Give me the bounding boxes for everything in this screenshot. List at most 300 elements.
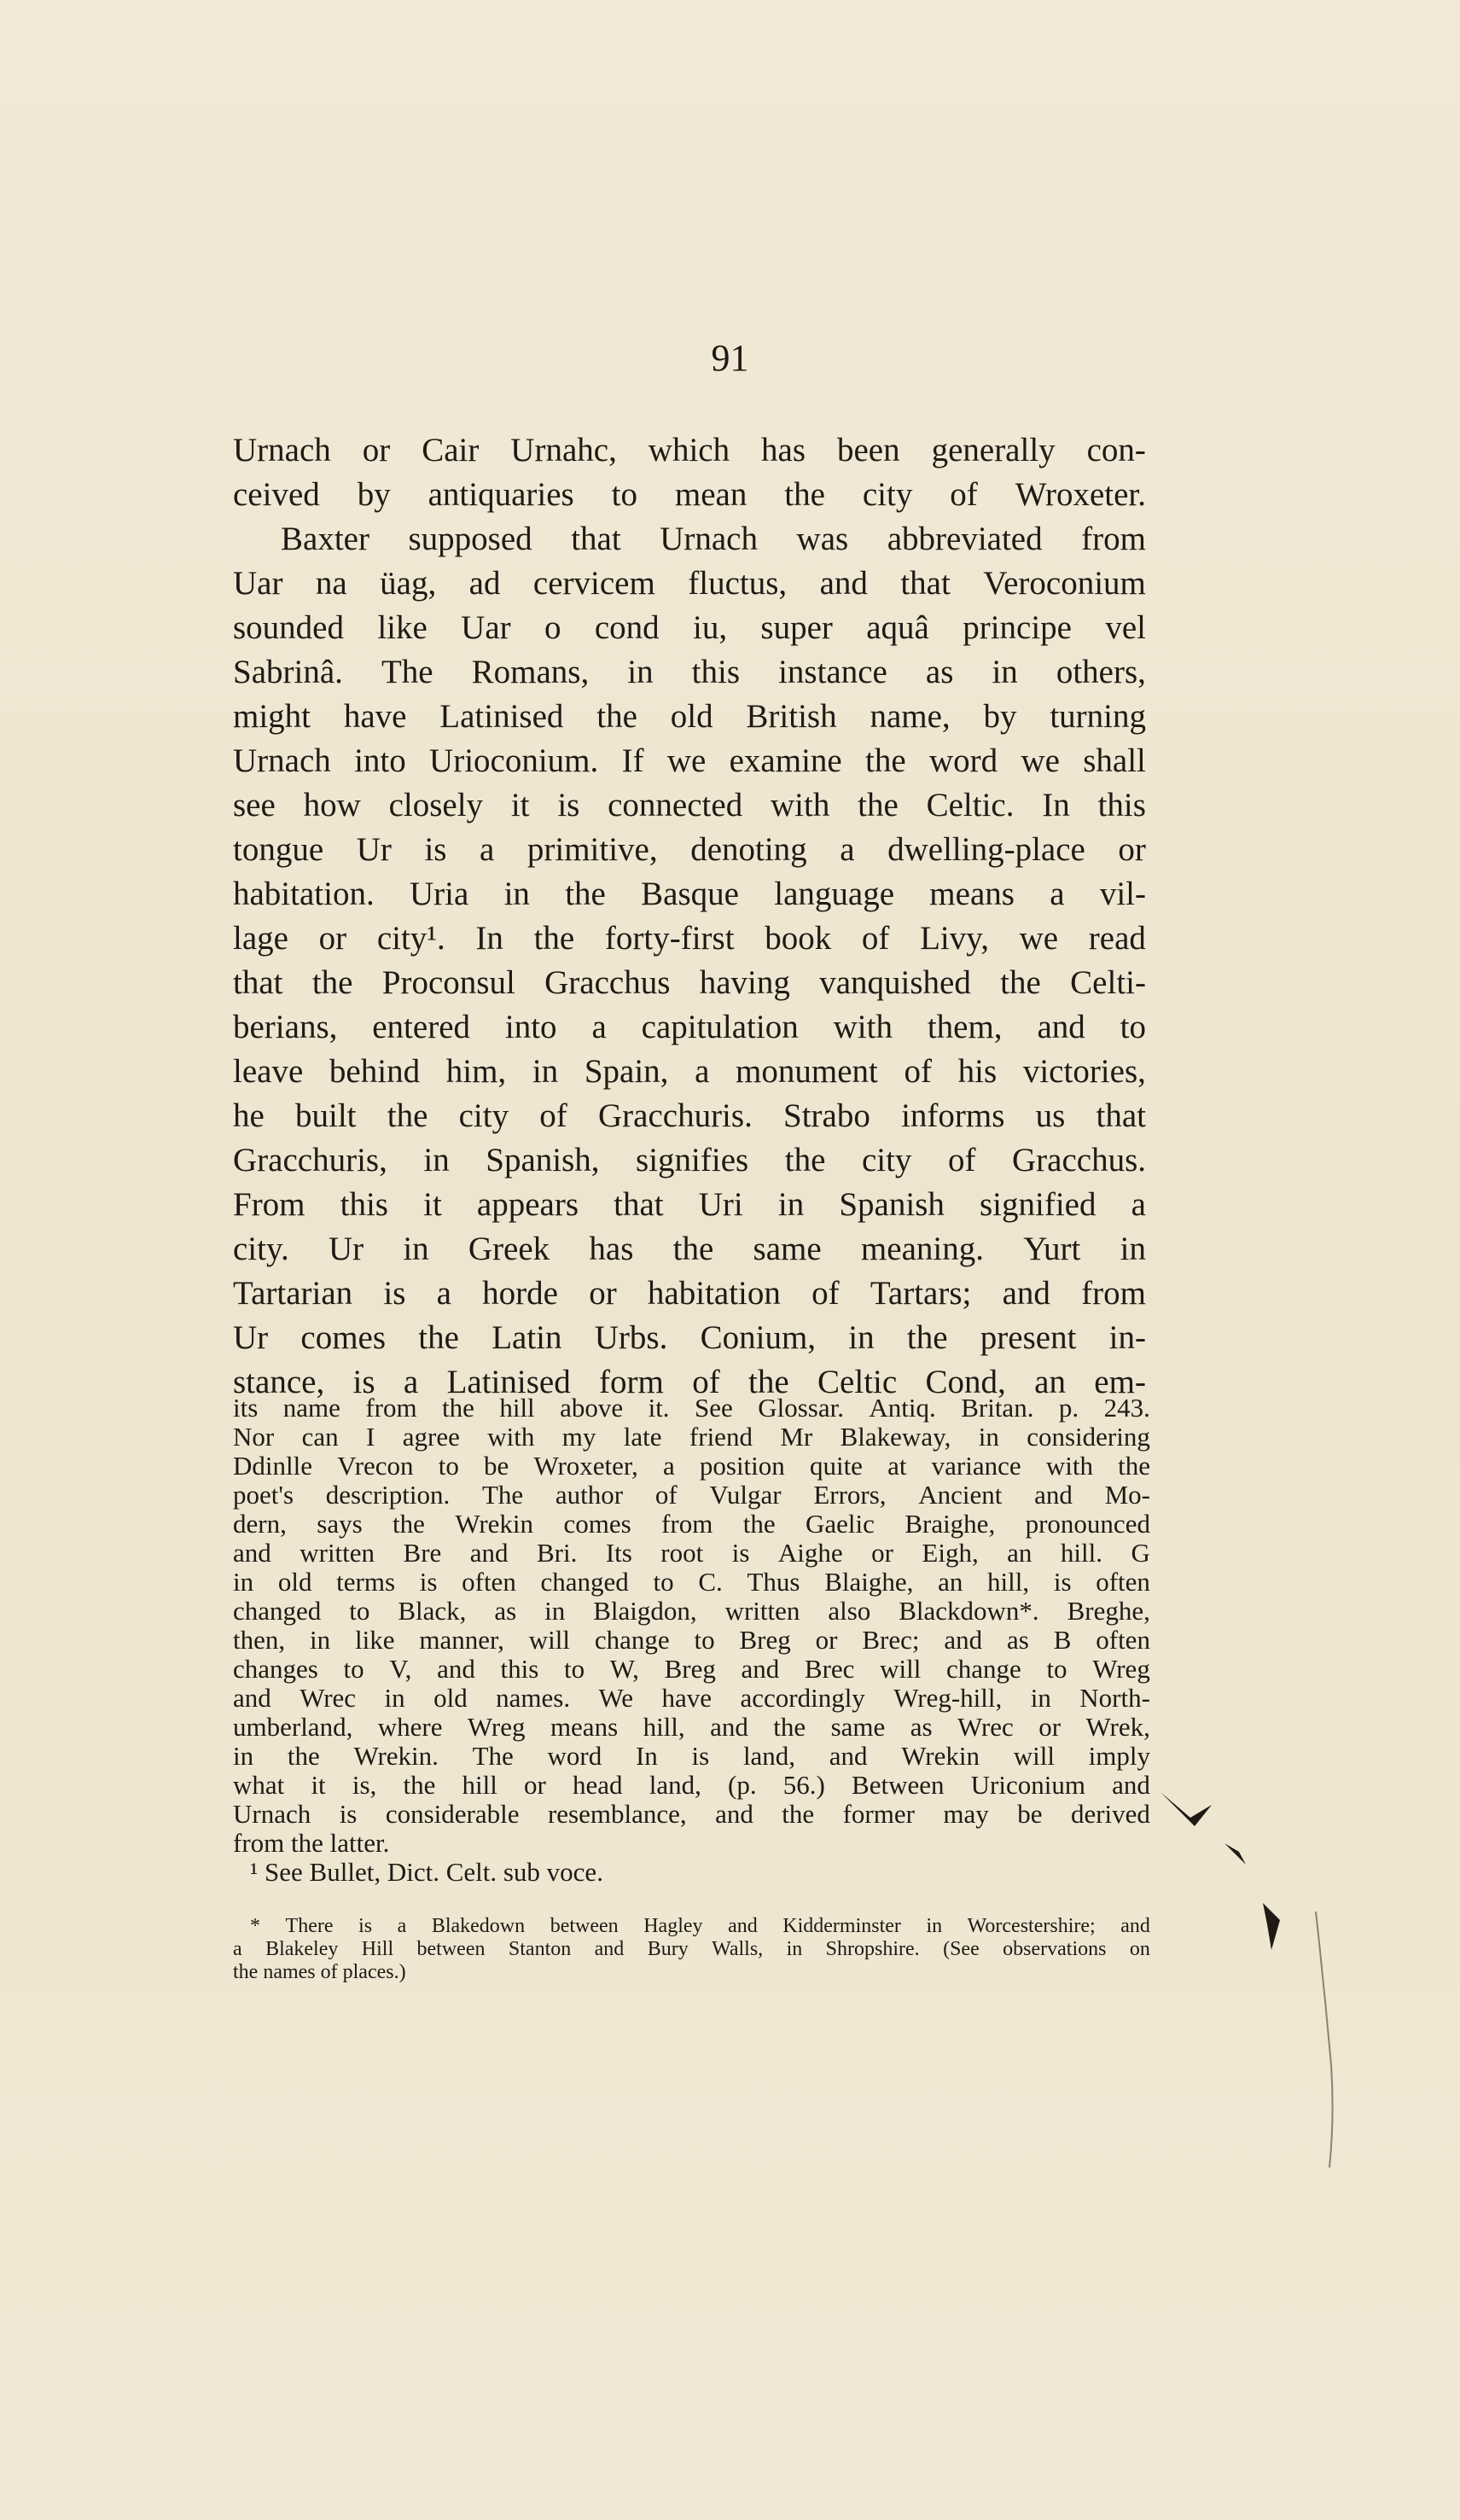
word: Conium, — [700, 1319, 817, 1356]
word: behind — [329, 1053, 421, 1090]
word: is, — [352, 1770, 377, 1800]
word: hill — [499, 1393, 535, 1423]
word: Thus — [747, 1567, 800, 1597]
word: with — [1045, 1451, 1093, 1481]
word: change — [594, 1625, 670, 1655]
word: and — [1120, 1915, 1150, 1937]
word: old — [670, 698, 713, 735]
word: Uar — [233, 565, 283, 602]
word: in — [978, 1422, 999, 1452]
word: same — [753, 1231, 822, 1267]
word: and — [594, 1938, 625, 1960]
word: the — [748, 1364, 789, 1400]
word: and — [710, 1712, 748, 1742]
word: 56.) — [782, 1770, 825, 1800]
word: aquâ — [866, 609, 929, 646]
word: language — [774, 876, 895, 912]
word: Bre — [403, 1538, 442, 1568]
word: have — [343, 698, 407, 735]
word: Greek — [468, 1231, 550, 1267]
word: and — [741, 1654, 780, 1684]
footnote-line — [233, 1452, 1150, 1481]
word: Spanish — [839, 1186, 945, 1223]
asterisk-note-line: the names of places.) — [233, 1961, 406, 1983]
word: friend — [689, 1422, 753, 1452]
word: hill, — [987, 1567, 1030, 1597]
word: having — [699, 964, 790, 1001]
word: the — [565, 876, 606, 912]
word: If — [621, 742, 644, 779]
word: Celtic — [817, 1364, 898, 1400]
word: position — [699, 1451, 785, 1481]
word: capitulation — [641, 1009, 799, 1045]
word: him, — [445, 1053, 507, 1090]
word: it — [423, 1186, 442, 1223]
word: p. — [1058, 1393, 1079, 1423]
word: be — [484, 1451, 509, 1481]
word: Urioconium. — [429, 742, 599, 779]
main-line — [233, 1050, 1146, 1094]
word: by — [983, 698, 1017, 735]
word: is — [1053, 1567, 1072, 1597]
word: as — [910, 1712, 933, 1742]
footnote-reference: ¹ See Bullet, Dict. Celt. sub voce. — [250, 1857, 603, 1887]
word: Spanish, — [486, 1142, 600, 1179]
word: sounded — [233, 609, 344, 646]
word: or — [524, 1770, 546, 1800]
footnote-line — [233, 1481, 1150, 1510]
word: (See — [943, 1938, 980, 1960]
word: in — [627, 654, 654, 690]
word: Wroxeter. — [1015, 476, 1146, 513]
word: V, — [389, 1654, 412, 1684]
word: and — [1002, 1275, 1050, 1312]
word: The — [381, 654, 433, 690]
word: comes — [563, 1509, 631, 1539]
word: hill — [462, 1770, 497, 1800]
word: We — [598, 1683, 634, 1713]
word: Antiq. — [869, 1393, 936, 1423]
word: generally — [931, 432, 1056, 468]
word: Ddinlle — [233, 1451, 312, 1481]
word: shall — [1083, 742, 1146, 779]
word: like — [355, 1625, 395, 1655]
word: or — [871, 1538, 893, 1568]
word: also — [828, 1596, 871, 1626]
word: Sabrinâ. — [233, 654, 343, 690]
word: pronounced — [1025, 1509, 1150, 1539]
word: variance — [931, 1451, 1021, 1481]
footnote-line — [233, 1742, 1150, 1771]
word: em- — [1094, 1364, 1146, 1400]
word: forty-first — [604, 920, 735, 957]
word: is — [339, 1799, 358, 1829]
word: (p. — [728, 1770, 757, 1800]
word: Celtic. — [926, 787, 1015, 824]
word: Bri. — [536, 1538, 578, 1568]
word: that — [1096, 1097, 1146, 1134]
word: in — [310, 1625, 331, 1655]
main-line — [233, 961, 1146, 1005]
footnote-line — [233, 1713, 1150, 1742]
word: Ur — [233, 1319, 269, 1356]
main-line — [233, 1316, 1146, 1360]
word: into — [504, 1009, 557, 1045]
word: my — [561, 1422, 596, 1452]
word: in — [786, 1938, 803, 1960]
word: C. — [698, 1567, 723, 1597]
word: or — [589, 1275, 617, 1312]
word: the — [858, 787, 899, 824]
word: ceived — [233, 476, 320, 513]
word: means — [550, 1712, 619, 1742]
word: above — [560, 1393, 624, 1423]
word: city — [861, 1142, 912, 1179]
word: and — [829, 1741, 868, 1771]
word: this — [340, 1186, 388, 1223]
word: and — [728, 1915, 758, 1937]
main-line — [233, 828, 1146, 872]
word: and — [1034, 1480, 1073, 1510]
word: of — [811, 1275, 840, 1312]
word: has — [589, 1231, 634, 1267]
asterisk-note-block — [233, 1915, 1150, 1984]
word: or — [318, 920, 347, 957]
word: Ur — [328, 1231, 364, 1267]
word: Breghe, — [1067, 1596, 1150, 1626]
word: that — [571, 521, 621, 557]
word: Latinised — [439, 698, 564, 735]
word: is — [557, 787, 580, 824]
word: Livy, — [920, 920, 989, 957]
page-number: 91 — [711, 337, 749, 379]
word: this — [500, 1654, 539, 1684]
word: the — [906, 1319, 948, 1356]
word: Mr — [780, 1422, 813, 1452]
word: North- — [1079, 1683, 1150, 1713]
word: Black, — [398, 1596, 467, 1626]
word: Blaighe, — [824, 1567, 914, 1597]
word: former — [842, 1799, 915, 1829]
word: stance, — [233, 1364, 325, 1400]
word: to — [438, 1451, 459, 1481]
word: with — [487, 1422, 535, 1452]
word: name, — [870, 698, 951, 735]
word: Gracchuris, — [233, 1142, 387, 1179]
word: may — [943, 1799, 989, 1829]
word: has — [761, 432, 806, 468]
word: that — [614, 1186, 664, 1223]
footnotes-block — [233, 1394, 1150, 1887]
footnote-line — [233, 1771, 1150, 1800]
word: Ur — [356, 831, 392, 868]
main-line — [233, 428, 1146, 473]
word: the — [387, 1097, 428, 1134]
word: G — [1131, 1538, 1150, 1568]
word: Urnahc, — [510, 432, 617, 468]
word: late — [623, 1422, 662, 1452]
word: in — [926, 1915, 943, 1937]
word: the — [596, 698, 637, 735]
word: present — [980, 1319, 1077, 1356]
word: head — [573, 1770, 623, 1800]
word: word — [928, 742, 998, 779]
word: There — [285, 1915, 334, 1937]
word: of — [861, 920, 890, 957]
word: accordingly — [740, 1683, 865, 1713]
word: ad — [468, 565, 501, 602]
word: or — [362, 432, 391, 468]
word: the — [784, 476, 825, 513]
word: Blaigdon, — [593, 1596, 697, 1626]
word: Wrec — [957, 1712, 1014, 1742]
word: on — [1129, 1938, 1150, 1960]
word: considering — [1027, 1422, 1150, 1452]
word: a — [233, 1938, 242, 1960]
word: 243. — [1103, 1393, 1150, 1423]
word: In — [475, 920, 503, 957]
word: primitive, — [526, 831, 658, 868]
word: to — [1120, 1009, 1146, 1045]
word: his — [957, 1053, 998, 1090]
word: Spain, — [584, 1053, 669, 1090]
main-line — [233, 783, 1146, 828]
word: and — [469, 1538, 509, 1568]
word: an — [1034, 1364, 1066, 1400]
word: horde — [482, 1275, 558, 1312]
word: victories, — [1022, 1053, 1146, 1090]
word: agree — [402, 1422, 460, 1452]
word: it. — [648, 1393, 670, 1423]
word: of — [904, 1053, 933, 1090]
word: often — [1096, 1567, 1150, 1597]
word: will — [1013, 1741, 1055, 1771]
word: as — [494, 1596, 517, 1626]
word: a — [397, 1915, 407, 1937]
footnote-line — [233, 1510, 1150, 1539]
word: often — [1096, 1625, 1150, 1655]
main-line — [233, 650, 1146, 695]
word: us — [1035, 1097, 1066, 1134]
word: Blakeway, — [840, 1422, 951, 1452]
word: denoting — [690, 831, 807, 868]
word: Veroconium — [983, 565, 1146, 602]
word: the — [403, 1770, 436, 1800]
word: been — [837, 432, 900, 468]
word: old — [433, 1683, 468, 1713]
word: informs — [901, 1097, 1005, 1134]
word: I — [366, 1422, 375, 1452]
main-line — [233, 517, 1146, 562]
word: Romans, — [471, 654, 590, 690]
word: poet's — [233, 1480, 294, 1510]
word: the — [1118, 1451, 1150, 1481]
word: Cond, — [925, 1364, 1006, 1400]
word: dwelling-place — [887, 831, 1085, 868]
main-line — [233, 695, 1146, 739]
word: is — [691, 1741, 710, 1771]
main-line — [233, 606, 1146, 650]
word: Uar — [461, 609, 511, 646]
word: often — [462, 1567, 516, 1597]
word: Shropshire. — [825, 1938, 920, 1960]
word: dern, — [233, 1509, 287, 1539]
word: the — [393, 1509, 425, 1539]
word: Wrekin — [901, 1741, 980, 1771]
word: Wrek, — [1085, 1712, 1150, 1742]
word: o — [544, 609, 561, 646]
word: * — [250, 1915, 260, 1937]
word: umberland, — [233, 1712, 353, 1742]
word: be — [1017, 1799, 1043, 1829]
word: hill. — [1060, 1538, 1102, 1568]
word: Uriconium — [970, 1770, 1085, 1800]
word: Stanton — [508, 1938, 572, 1960]
word: written — [724, 1596, 800, 1626]
word: Brec; — [862, 1625, 920, 1655]
word: principe — [963, 609, 1072, 646]
word: Wrekin — [455, 1509, 534, 1539]
word: examine — [729, 742, 842, 779]
word: a — [436, 1275, 451, 1312]
word: or — [1038, 1712, 1062, 1742]
footnote-line — [233, 1684, 1150, 1713]
word: how — [303, 787, 361, 824]
word: and — [233, 1683, 271, 1713]
word: Blakedown — [431, 1915, 526, 1937]
word: will — [528, 1625, 570, 1655]
word: like — [377, 609, 428, 646]
word: and — [437, 1654, 475, 1684]
word: Bury — [647, 1938, 689, 1960]
word: this — [1097, 787, 1146, 824]
word: can — [301, 1422, 339, 1452]
main-line — [233, 562, 1146, 606]
word: turning — [1050, 698, 1146, 735]
word: Walls, — [712, 1938, 764, 1960]
word: Tartars; — [870, 1275, 972, 1312]
word: word — [547, 1741, 602, 1771]
word: from — [1081, 1275, 1146, 1312]
word: the — [742, 1509, 776, 1539]
word: Celti- — [1070, 964, 1146, 1001]
footnote-line — [233, 1800, 1150, 1829]
word: Hagley — [643, 1915, 703, 1937]
word: üag, — [380, 565, 437, 602]
word: to — [694, 1625, 715, 1655]
word: is — [358, 1915, 373, 1937]
word: built — [295, 1097, 357, 1134]
word: the — [1000, 964, 1041, 1001]
word: or — [815, 1625, 838, 1655]
word: in — [777, 1186, 805, 1223]
asterisk-note-line — [233, 1915, 1150, 1938]
main-line — [233, 917, 1146, 961]
word: vanquished — [819, 964, 971, 1001]
main-line — [233, 1227, 1146, 1272]
word: Breg — [664, 1654, 716, 1684]
word: at — [887, 1451, 907, 1481]
word: in — [992, 654, 1018, 690]
word: Kidderminster — [782, 1915, 901, 1937]
word: supposed — [408, 521, 532, 557]
word: by — [357, 476, 391, 513]
word: that — [900, 565, 951, 602]
word: where — [377, 1712, 443, 1742]
word: in — [848, 1319, 875, 1356]
word: change — [946, 1654, 1021, 1684]
word: imply — [1088, 1741, 1150, 1771]
word: and — [715, 1799, 753, 1829]
word: tongue — [233, 831, 324, 868]
word: Gracchus — [544, 964, 671, 1001]
word: changed — [540, 1567, 629, 1597]
main-line — [233, 1138, 1146, 1183]
word: is — [424, 831, 447, 868]
word: and — [1037, 1009, 1085, 1045]
word: Braighe, — [905, 1509, 996, 1539]
footnote-line: from the latter. — [233, 1828, 390, 1858]
tear-fragment — [1160, 1792, 1212, 1826]
word: the — [865, 742, 906, 779]
word: to — [349, 1596, 370, 1626]
word: Eigh, — [922, 1538, 979, 1568]
word: written — [300, 1538, 375, 1568]
word: W, — [609, 1654, 639, 1684]
word: appears — [476, 1186, 579, 1223]
word: will — [880, 1654, 922, 1684]
word: signified — [980, 1186, 1096, 1223]
word: that — [233, 964, 283, 1001]
word: Urnach — [233, 742, 331, 779]
word: the — [287, 1741, 320, 1771]
word: root — [660, 1538, 704, 1568]
word: means — [929, 876, 1015, 912]
word: a — [662, 1451, 675, 1481]
word: berians, — [233, 1009, 338, 1045]
word: to — [611, 476, 637, 513]
word: Gracchuris. — [597, 1097, 753, 1134]
word: Proconsul — [381, 964, 515, 1001]
word: and — [1112, 1770, 1150, 1800]
word: changed — [233, 1596, 322, 1626]
word: might — [233, 698, 311, 735]
word: in — [503, 876, 530, 912]
word: them, — [927, 1009, 1003, 1045]
main-line — [233, 872, 1146, 917]
word: with — [833, 1009, 893, 1045]
word: habitation. — [233, 876, 375, 912]
word: mean — [674, 476, 747, 513]
word: Uri — [698, 1186, 743, 1223]
footnote-line — [233, 1539, 1150, 1568]
word: Blackdown*. — [899, 1596, 1039, 1626]
word: Urnach — [233, 432, 331, 468]
word: was — [796, 521, 849, 557]
word: Uria — [410, 876, 469, 912]
word: in — [532, 1053, 559, 1090]
word: of — [654, 1480, 678, 1510]
word: B — [1053, 1625, 1072, 1655]
word: changes — [233, 1654, 318, 1684]
word: we — [666, 742, 707, 779]
main-line — [233, 1005, 1146, 1050]
word: in — [233, 1741, 254, 1771]
word: and — [233, 1538, 271, 1568]
word: From — [233, 1186, 305, 1223]
word: is — [383, 1275, 406, 1312]
word: city. — [233, 1231, 289, 1267]
